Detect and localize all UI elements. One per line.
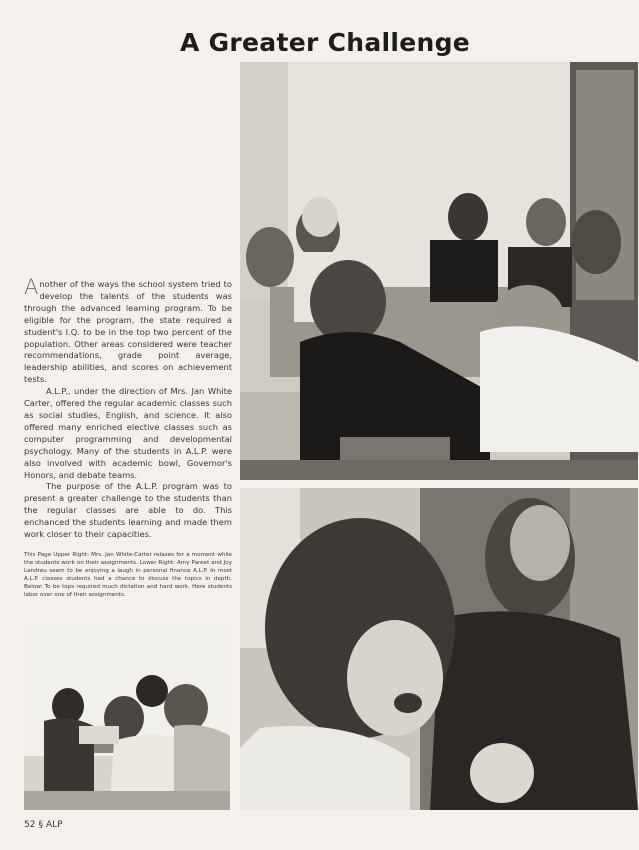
article-paragraph-1-text: nother of the ways the school system tried to develop the talents of the students was through the advanced learning program. To be eligible for the program, the state required a student's I.Q. to be in the top two percent of the population. Other areas considered were teacher recommendations, grade point average, leadership abilities, and scores on achievement tests.: [24, 279, 232, 385]
page-number: 52: [24, 820, 36, 830]
drop-cap: A: [24, 275, 39, 299]
article-paragraph-2: A.L.P., under the direction of Mrs. Jan White Carter, offered the regular academic classes such as social studies, English, and science. It also offered many enriched elective classes such as computer programming and developmental psychology. Many of the students in A.L.P. were also involved with academic bowl, Governor's Honors, and debate teams.: [24, 386, 232, 480]
photo-caption: This Page Upper Right: Mrs. Jan White-Carter relaxes for a moment while the students work on their assignments. Lower Right: Amy Pareet and Joy Landreu seem to be enjoying a laugh in personal finance A.L.P. In most A.L.P. classes students had a chance to discuss the topics in depth. Below: To be tops required much dictation and hard work. Here students labor over one of their assignments.: [24, 552, 232, 598]
section-separator: §: [38, 820, 43, 830]
article-paragraph-3: The purpose of the A.L.P. program was to present a greater challenge to the students than the regular classes are able to do. This enchanced the students learning and made them work closer to their capacities.: [24, 481, 232, 540]
classroom-photo-upper: [240, 62, 638, 480]
page-title: A Greater Challenge: [179, 28, 471, 57]
article-body: [24, 275, 232, 541]
students-working-photo: [24, 626, 230, 810]
article-paragraph-1: [24, 275, 232, 386]
laughing-students-photo: [240, 488, 638, 810]
page-folio: [24, 820, 63, 830]
section-name: ALP: [45, 820, 63, 830]
